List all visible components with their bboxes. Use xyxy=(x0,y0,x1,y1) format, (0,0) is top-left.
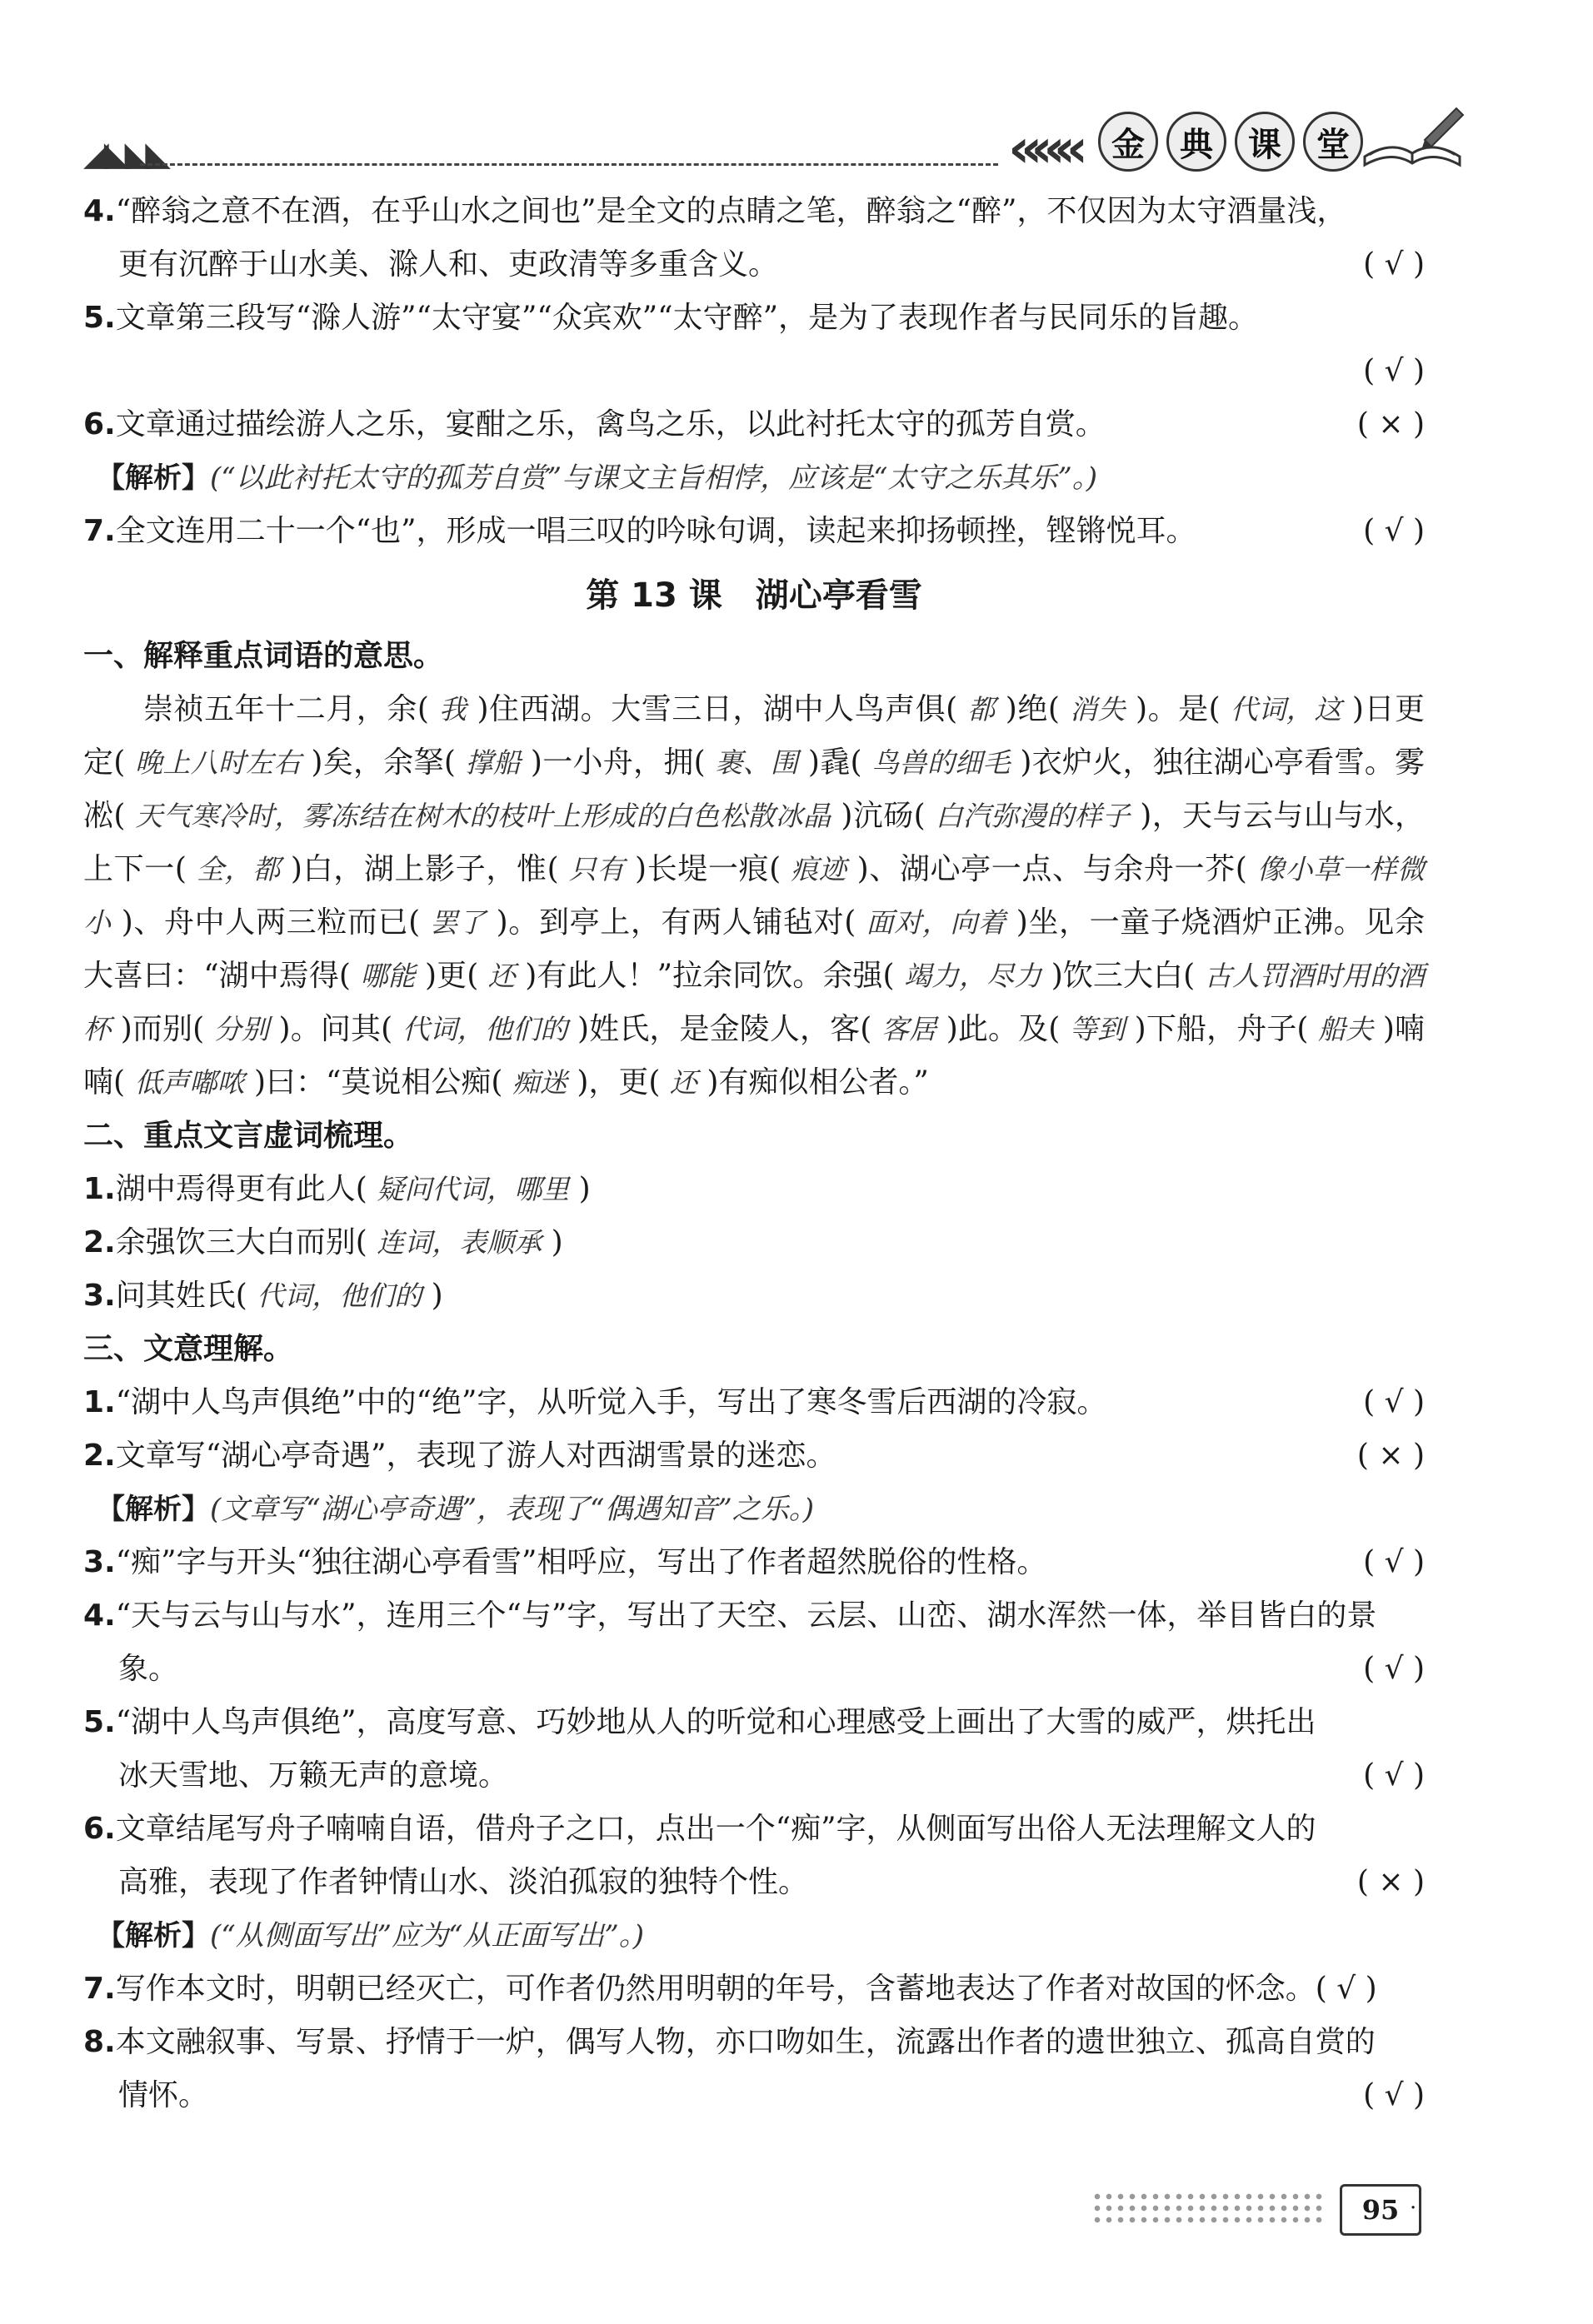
answer-mark: ( √ ) xyxy=(1363,1545,1425,1579)
answer-mark: ( × ) xyxy=(1356,1439,1425,1473)
handwritten-answer: 天气寒冷时，雾冻结在树木的枝叶上形成的白色松散冰晶 xyxy=(135,800,831,832)
item-number: 3. xyxy=(83,1279,116,1313)
handwritten-answer: 还 xyxy=(669,1066,697,1099)
handwritten-answer: 连词，表顺承 xyxy=(377,1226,542,1259)
handwritten-answer: 痴迷 xyxy=(512,1066,567,1099)
handwritten-answer: 分别 xyxy=(213,1013,269,1045)
item-number: 2. xyxy=(83,1225,116,1259)
passage-text: )绝( xyxy=(995,692,1070,726)
item-number: 8. xyxy=(83,2025,116,2059)
passage-text: )日更定( xyxy=(83,692,1426,780)
handwritten-answer: 低声嘟哝 xyxy=(134,1066,245,1099)
item-text: 文章通过描绘游人之乐，宴酣之乐，禽鸟之乐，以此衬托太守的孤芳自赏。 xyxy=(115,407,1106,441)
handwritten-answer: 鸟兽的细毛 xyxy=(871,746,1011,779)
handwritten-answer: 疑问代词，哪里 xyxy=(377,1173,570,1205)
item-text: ) xyxy=(422,1279,443,1313)
answer-mark: ( √ ) xyxy=(1363,354,1425,388)
answer-mark: ( × ) xyxy=(1356,407,1425,441)
passage-text: )、舟中人两三粒而已( xyxy=(111,905,431,940)
item-text: 更有沉醉于山水美、滁人和、吏政清等多重含义。 xyxy=(118,247,779,282)
handwritten-answer: 竭力，尽力 xyxy=(904,960,1042,992)
brand-char: 典 xyxy=(1166,112,1226,172)
answer-mark: ( × ) xyxy=(1356,1865,1425,1899)
handwritten-answer: 白汽弥漫的样子 xyxy=(935,800,1131,832)
passage-text: )住西湖。大雪三日，湖中人鸟声俱( xyxy=(467,692,968,726)
item-text: 余强饮三大白而别( xyxy=(115,1225,377,1259)
lesson-title: 第 13 课 湖心亭看雪 xyxy=(586,576,922,615)
item-number: 1. xyxy=(83,1172,116,1206)
page-content xyxy=(83,185,1425,2122)
header-dashed-rule xyxy=(140,163,998,166)
passage-text: )毳( xyxy=(798,746,872,780)
passage-text: )饮三大白( xyxy=(1041,959,1205,993)
item-text: “湖中人鸟声俱绝”，高度写意、巧妙地从人的听觉和心理感受上画出了大雪的威严，烘托出 xyxy=(115,1705,1316,1739)
open-book-pencil-icon xyxy=(1358,98,1466,173)
item-number: 4. xyxy=(83,194,116,228)
passage-text: )、湖心亭一点、与余舟一芥( xyxy=(846,852,1257,886)
item-number: 6. xyxy=(83,407,116,441)
analysis-label: 【解析】 xyxy=(97,1919,210,1952)
handwritten-answer: 晚上八时左右 xyxy=(135,746,302,779)
item-text: 湖中焉得更有此人( xyxy=(115,1172,377,1206)
question-item xyxy=(83,1962,1425,2016)
item-text: 文章结尾写舟子喃喃自语，借舟子之口，点出一个“痴”字，从侧面写出俗人无法理解文人的 xyxy=(115,1812,1316,1846)
item-number: 3. xyxy=(83,1545,116,1579)
item-number: 7. xyxy=(83,514,116,548)
handwritten-answer: 古人罚酒时用的酒杯 xyxy=(83,960,1426,1045)
question-item xyxy=(83,1216,1425,1269)
passage-text: )而别( xyxy=(111,1012,214,1046)
item-text: 冰天雪地、万籁无声的意境。 xyxy=(118,1758,509,1793)
handwritten-answer: 还 xyxy=(487,960,516,992)
item-text: 文章第三段写“滁人游”“太守宴”“众宾欢”“太守醉”，是为了表现作者与民同乐的旨趣。 xyxy=(115,301,1258,335)
item-number: 6. xyxy=(83,1812,116,1846)
passage-text: )，更( xyxy=(567,1065,670,1100)
item-text: 全文连用二十一个“也”，形成一唱三叹的吟咏句调，读起来抑扬顿挫，铿锵悦耳。 xyxy=(115,514,1196,548)
handwritten-answer: 裹、围 xyxy=(715,746,799,779)
item-text: 高雅，表现了作者钟情山水、淡泊孤寂的独特个性。 xyxy=(118,1865,809,1899)
handwritten-answer: 船夫 xyxy=(1318,1013,1374,1045)
question-item xyxy=(83,1536,1425,1589)
passage-text: )。是( xyxy=(1126,692,1231,726)
item-text: ) xyxy=(542,1225,563,1259)
answer-mark: ( √ ) xyxy=(1363,514,1425,548)
question-item xyxy=(83,398,1425,451)
passage-text: )长堤一痕( xyxy=(624,852,792,886)
passage-text: )姓氏，是金陵人，客( xyxy=(567,1012,881,1046)
handwritten-answer: 痕迹 xyxy=(791,853,847,885)
answer-mark: ( √ ) xyxy=(1363,1385,1425,1419)
handwritten-answer: 撑船 xyxy=(465,746,522,779)
passage-text: )。到亭上，有两人铺毡对( xyxy=(486,905,866,940)
passage-text: )衣炉火，独往湖心亭看雪。雾凇( xyxy=(83,746,1426,833)
section-heading: 一、解释重点词语的意思。 xyxy=(83,639,444,673)
passage-text: )白，湖上影子，惟( xyxy=(280,852,569,886)
question-item xyxy=(83,505,1425,558)
question-item xyxy=(83,1429,1425,1483)
handwritten-answer: 哪能 xyxy=(360,960,416,992)
page-number-dot: · xyxy=(1410,2196,1417,2221)
item-text: 象。 xyxy=(118,1652,179,1686)
item-text: “湖中人鸟声俱绝”中的“绝”字，从听觉入手，写出了寒冬雪后西湖的冷寂。 xyxy=(115,1385,1107,1419)
item-number: 4. xyxy=(83,1598,116,1633)
question-item xyxy=(83,1803,1425,1909)
item-text: 本文融叙事、写景、抒情于一炉，偶写人物，亦口吻如生，流露出作者的遗世独立、孤高自赏的 xyxy=(115,2025,1376,2059)
passage-text: )，天与云与山与水，上下一( xyxy=(83,799,1425,886)
item-number: 1. xyxy=(83,1385,116,1419)
handwritten-answer: 像小草一样微小 xyxy=(83,853,1425,939)
handwritten-answer: 罢了 xyxy=(430,906,487,939)
annotated-passage xyxy=(83,683,1425,1110)
question-item xyxy=(83,1589,1425,1696)
handwritten-answer: 消失 xyxy=(1069,693,1126,726)
analysis-note xyxy=(83,1909,1425,1962)
item-number: 2. xyxy=(83,1439,116,1473)
item-text: “醉翁之意不在酒，在乎山水之间也”是全文的点睛之笔，醉翁之“醉”，不仅因为太守酒量浅， xyxy=(115,194,1347,228)
answer-mark: ( √ ) xyxy=(1363,247,1425,282)
answer-mark: ( √ ) xyxy=(1315,1972,1377,2006)
handwritten-answer: 只有 xyxy=(568,853,625,885)
handwritten-answer: 代词，他们的 xyxy=(257,1279,422,1312)
footer-dot-pattern xyxy=(1091,2191,1325,2227)
answer-mark: ( √ ) xyxy=(1363,1758,1425,1793)
header-chevrons-icon: ««« xyxy=(1008,118,1077,180)
handwritten-answer: 面对，向着 xyxy=(866,906,1006,939)
passage-text: )下船，舟子( xyxy=(1125,1012,1319,1046)
brand-logo xyxy=(1098,112,1363,172)
handwritten-answer: 全，都 xyxy=(196,853,281,885)
brand-char: 堂 xyxy=(1303,112,1363,172)
analysis-note xyxy=(83,451,1425,505)
passage-text: )此。及( xyxy=(936,1012,1070,1046)
analysis-note xyxy=(83,1483,1425,1536)
analysis-label: 【解析】 xyxy=(97,461,210,495)
item-text: 问其姓氏( xyxy=(115,1279,257,1313)
passage-text: )坐，一童子烧酒炉正沸。见余大喜曰：“湖中焉得( xyxy=(83,905,1426,993)
handwritten-answer: 都 xyxy=(967,693,996,726)
item-text: 情怀。 xyxy=(118,2078,209,2112)
question-item xyxy=(83,1376,1425,1429)
handwritten-answer: 客居 xyxy=(881,1013,937,1045)
question-item xyxy=(83,2016,1425,2122)
header-triangle-marks: ◢◣◣◣ xyxy=(83,135,167,173)
question-item xyxy=(83,1163,1425,1216)
brand-char: 课 xyxy=(1235,112,1295,172)
item-text: 文章写“湖心亭奇遇”，表现了游人对西湖雪景的迷恋。 xyxy=(115,1439,836,1473)
passage-text: )更( xyxy=(415,959,488,993)
passage-text: )有痴似相公者。” xyxy=(697,1065,929,1100)
handwritten-answer: 我 xyxy=(438,693,467,726)
item-number: 5. xyxy=(83,301,116,335)
question-item xyxy=(83,1696,1425,1803)
passage-text: )曰：“莫说相公痴( xyxy=(244,1065,512,1100)
analysis-label: 【解析】 xyxy=(97,1493,210,1526)
answer-mark: ( √ ) xyxy=(1363,1652,1425,1686)
brand-char: 金 xyxy=(1098,112,1158,172)
handwritten-answer: 代词，他们的 xyxy=(402,1013,568,1045)
handwritten-answer: 代词，这 xyxy=(1230,693,1342,726)
item-number: 7. xyxy=(83,1972,116,2006)
passage-text: )。问其( xyxy=(268,1012,402,1046)
answer-mark: ( √ ) xyxy=(1363,2078,1425,2112)
question-item xyxy=(83,292,1425,398)
page-number: 95 xyxy=(1340,2184,1421,2236)
item-text: 写作本文时，明朝已经灭亡，可作者仍然用明朝的年号，含蓄地表达了作者对故国的怀念。 xyxy=(115,1972,1316,2006)
passage-text: )矣，余拏( xyxy=(301,746,466,780)
analysis-text: (文章写“湖心亭奇遇”，表现了“偶遇知音”之乐。) xyxy=(210,1493,815,1526)
handwritten-answer: 等到 xyxy=(1069,1013,1126,1045)
passage-text: )喃喃( xyxy=(83,1012,1426,1100)
question-item xyxy=(83,185,1425,292)
analysis-text: (“从侧面写出”应为“从正面写出”。) xyxy=(210,1919,645,1952)
analysis-text: (“以此衬托太守的孤芳自赏”与课文主旨相悖，应该是“太守之乐其乐”。) xyxy=(210,461,1098,495)
passage-text: )有此人！”拉余同饮。余强( xyxy=(515,959,904,993)
section-heading: 二、重点文言虚词梳理。 xyxy=(83,1119,414,1153)
passage-text: )一小舟，拥( xyxy=(521,746,716,780)
question-item xyxy=(83,1269,1425,1323)
item-text: “痴”字与开头“独往湖心亭看雪”相呼应，写出了作者超然脱俗的性格。 xyxy=(115,1545,1047,1579)
passage-text: 崇祯五年十二月，余( xyxy=(143,692,439,726)
section-heading: 三、文意理解。 xyxy=(83,1332,294,1366)
item-text: ) xyxy=(569,1172,591,1206)
item-text: “天与云与山与水”，连用三个“与”字，写出了天空、云层、山峦、湖水浑然一体，举目皆白的景 xyxy=(115,1598,1377,1633)
passage-text: )沆砀( xyxy=(831,799,936,833)
item-number: 5. xyxy=(83,1705,116,1739)
